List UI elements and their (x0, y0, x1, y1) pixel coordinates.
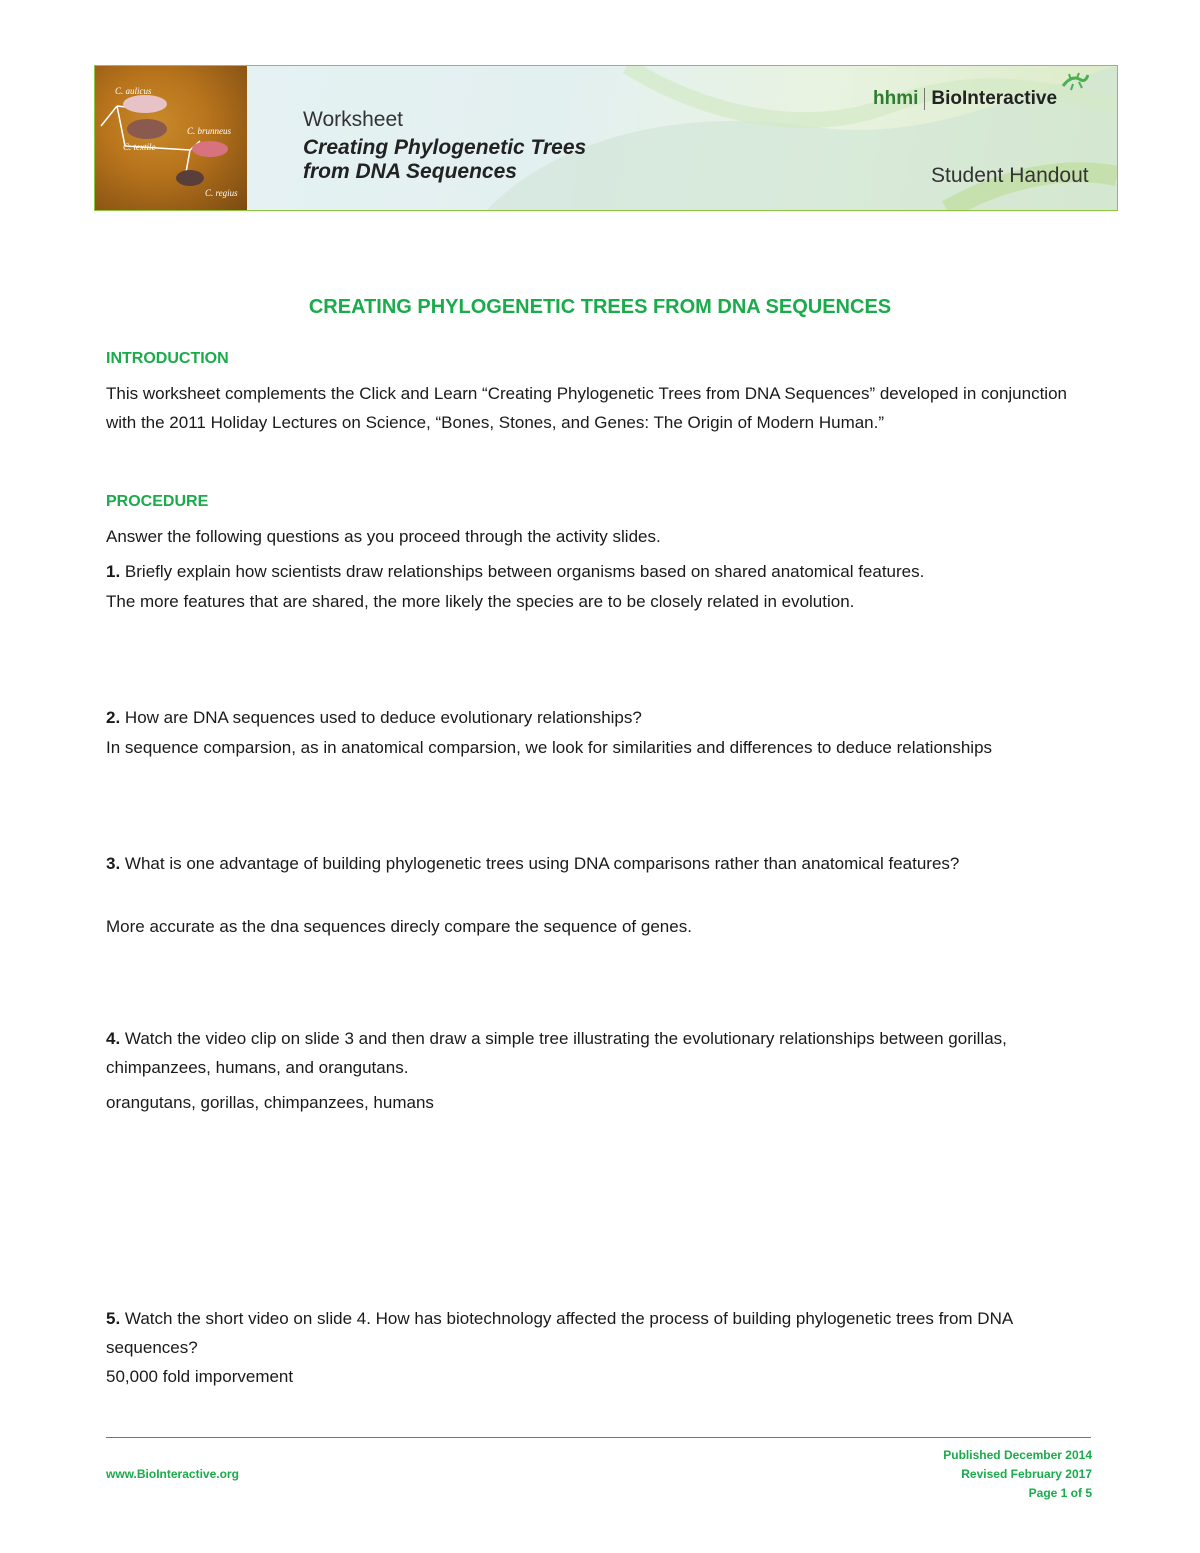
question-1 (106, 557, 1096, 586)
footer-publication-info (943, 1446, 1092, 1503)
document-title: CREATING PHYLOGENETIC TREES FROM DNA SEQUENCES (308, 296, 892, 318)
footer-website-link[interactable]: www.BioInteractive.org (106, 1467, 239, 1481)
question-number: 1. (106, 562, 121, 581)
question-text: Watch the short video on slide 4. How has biotechnology affected the process of building phylogenetic trees from DNA sequences? (106, 1309, 1013, 1357)
question-text: How are DNA sequences used to deduce evolutionary relationships? (124, 708, 642, 727)
student-handout-label: Student Handout (931, 164, 1089, 187)
species-label: C. textile (123, 142, 156, 152)
cone-snail-photo (95, 66, 247, 210)
page-number: Page 1 of 5 (1028, 1486, 1092, 1500)
hhmi-biointeractive-logo (873, 88, 1057, 110)
answer-3[interactable]: More accurate as the dna sequences direcly compare the sequence of genes. (106, 917, 692, 936)
answer-5[interactable]: 50,000 fold imporvement (106, 1367, 294, 1386)
question-number: 5. (106, 1309, 121, 1328)
question-2 (106, 703, 1096, 732)
answer-1[interactable]: The more features that are shared, the more likely the species are to be closely related in evolution. (106, 592, 855, 611)
worksheet-title-line: Creating Phylogenetic Trees (303, 136, 587, 159)
question-4 (106, 1024, 1096, 1082)
species-label: C. regius (205, 188, 238, 198)
answer-4[interactable]: orangutans, gorillas, chimpanzees, humans (106, 1093, 434, 1112)
species-label: C. aulicus (115, 86, 152, 96)
worksheet-title-line: from DNA Sequences (303, 160, 517, 183)
footer-divider (106, 1437, 1091, 1438)
revised-date: Revised February 2017 (961, 1467, 1092, 1481)
logo-hhmi-text: hhmi (873, 88, 919, 110)
answer-2[interactable]: In sequence comparsion, as in anatomical comparsion, we look for similarities and differences to deduce relationships (106, 738, 993, 757)
question-text: Watch the video clip on slide 3 and then draw a simple tree illustrating the evolutionary relationships between gorillas, chimpanzees, humans, and orangutans. (106, 1029, 1007, 1077)
worksheet-label: Worksheet (303, 108, 403, 131)
question-text: What is one advantage of building phylogenetic trees using DNA comparisons rather than anatomical features? (124, 854, 960, 873)
question-3 (106, 849, 1096, 878)
question-text: Briefly explain how scientists draw relationships between organisms based on shared anatomical features. (124, 562, 925, 581)
species-label: C. brunneus (187, 126, 232, 136)
lizard-logo-icon (1061, 72, 1089, 92)
published-date: Published December 2014 (943, 1448, 1092, 1462)
logo-divider (924, 88, 925, 110)
logo-biointeractive-text: BioInteractive (931, 88, 1058, 110)
question-5 (106, 1304, 1096, 1362)
introduction-heading: INTRODUCTION (106, 350, 229, 367)
header-banner (94, 65, 1118, 211)
question-number: 2. (106, 708, 121, 727)
question-number: 3. (106, 854, 121, 873)
procedure-instruction: Answer the following questions as you proceed through the activity slides. (106, 527, 661, 546)
worksheet-title (303, 136, 586, 184)
procedure-heading: PROCEDURE (106, 493, 209, 510)
introduction-text: This worksheet complements the Click and Learn “Creating Phylogenetic Trees from DNA Sequences” developed in conjunction with the 2011 Holiday Lectures on Science, “Bones, Stones, and Genes: The Origin of Modern Human.” (106, 384, 1067, 432)
question-number: 4. (106, 1029, 121, 1048)
